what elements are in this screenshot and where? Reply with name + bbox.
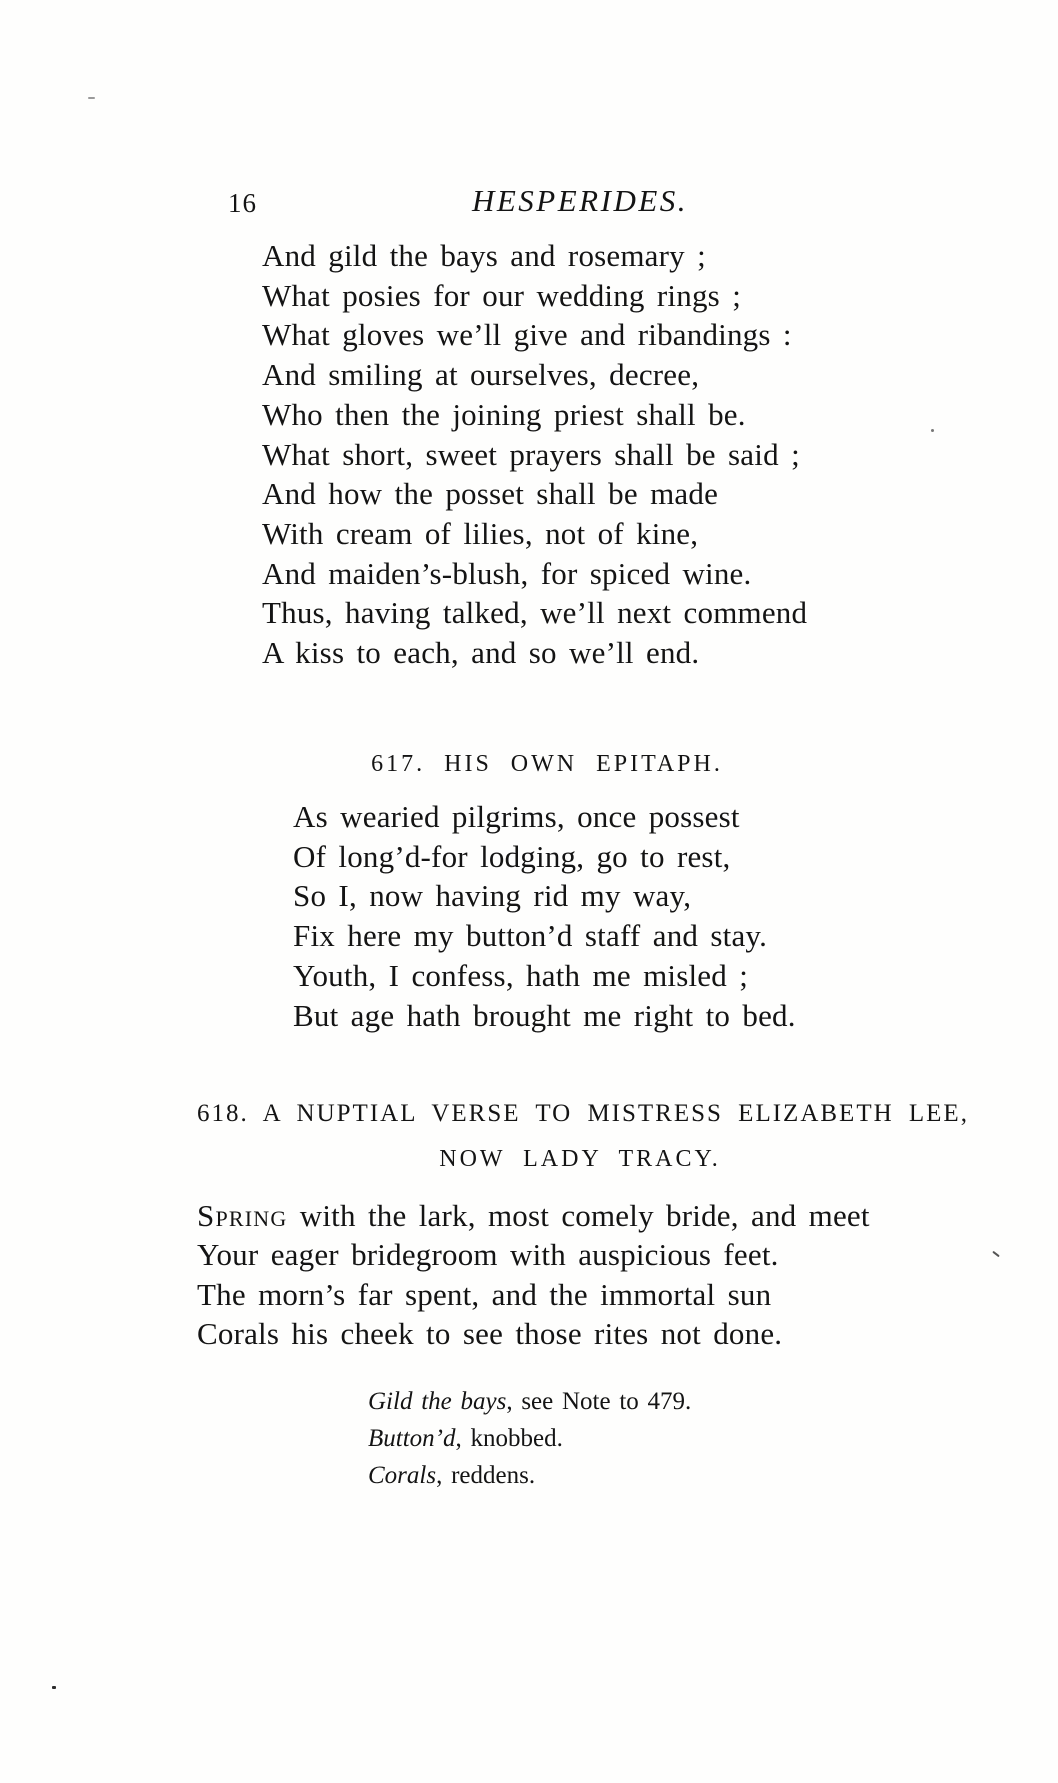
scan-speck <box>931 429 934 432</box>
epitaph-poem <box>293 797 796 1035</box>
footnote-line <box>368 1383 691 1420</box>
poem-line: What gloves we’ll give and ribandings : <box>262 317 792 353</box>
poem-line-rest: with the lark, most comely bride, and meet <box>287 1198 870 1233</box>
poem-line: Thus, having talked, we’ll next commend <box>262 595 808 631</box>
footnote-text: , reddens. <box>436 1462 536 1489</box>
poem-line: What posies for our wedding rings ; <box>262 277 742 313</box>
poem-continuation <box>262 236 807 673</box>
poem-line: And maiden’s-blush, for spiced wine. <box>262 555 752 591</box>
page-number: 16 <box>228 188 257 218</box>
footnote-text: , knobbed. <box>455 1425 563 1452</box>
poem-line: And smiling at ourselves, decree, <box>262 357 700 393</box>
scan-speck <box>52 1686 56 1689</box>
running-head <box>0 183 1058 223</box>
poem-line: Of long’d-for lodging, go to rest, <box>293 838 731 874</box>
poem-line <box>197 1196 870 1235</box>
footnote-line <box>368 1420 691 1457</box>
running-title: HESPERIDES. <box>471 183 689 218</box>
scan-speck <box>992 1251 1000 1258</box>
poem-line: Fix here my button’d staff and stay. <box>293 918 768 954</box>
nuptial-poem <box>197 1196 870 1354</box>
poem-line: As wearied pilgrims, once possest <box>293 799 740 834</box>
footnote-line <box>368 1457 691 1494</box>
section-heading-617: 617. HIS OWN EPITAPH. <box>371 751 723 777</box>
poem-line: And gild the bays and rosemary ; <box>262 238 706 273</box>
section-heading-618-line2: NOW LADY TRACY. <box>439 1146 721 1172</box>
poem-line: The morn’s far spent, and the immortal sun <box>197 1276 772 1312</box>
poem-line: What short, sweet prayers shall be said ; <box>262 436 800 472</box>
poem-line: A kiss to each, and so we’ll end. <box>262 635 700 671</box>
poem-line: Your eager bridegroom with auspicious feet. <box>197 1237 779 1273</box>
footnotes-block <box>368 1383 691 1494</box>
footnote-term: Corals <box>368 1462 437 1489</box>
footnote-term: Button’d <box>368 1425 456 1452</box>
lead-word: Spring <box>197 1198 288 1233</box>
poem-line: But age hath brought me right to bed. <box>293 997 796 1033</box>
footnote-text: , see Note to 479. <box>506 1388 692 1415</box>
poem-line: So I, now having rid my way, <box>293 878 692 914</box>
poem-line: Who then the joining priest shall be. <box>262 396 746 432</box>
section-heading-618-line1: 618. A NUPTIAL VERSE TO MISTRESS ELIZABETH LEE, <box>197 1100 969 1127</box>
poem-line: And how the posset shall be made <box>262 476 719 512</box>
footnote-term: Gild the bays <box>368 1388 507 1415</box>
poem-line: Youth, I confess, hath me misled ; <box>293 957 749 993</box>
poem-line: Corals his cheek to see those rites not done. <box>197 1316 783 1352</box>
scan-speck <box>88 97 95 99</box>
poem-line: With cream of lilies, not of kine, <box>262 515 699 551</box>
